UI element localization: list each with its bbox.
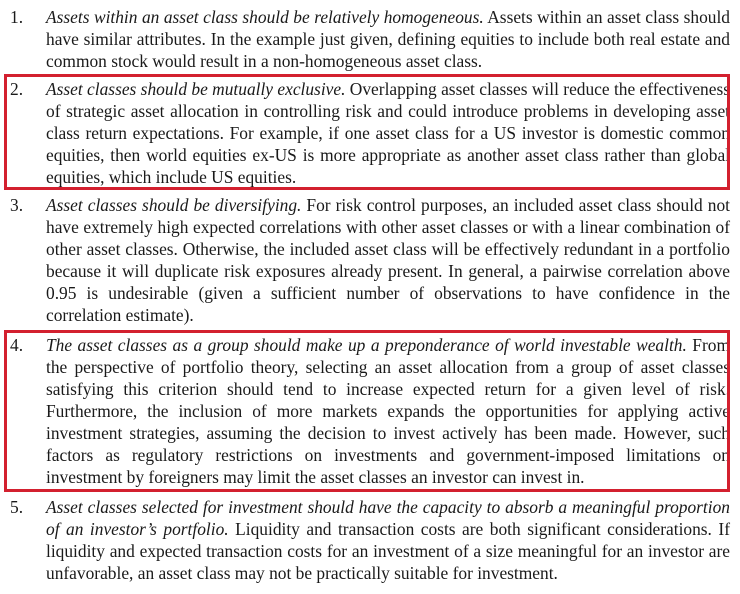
item-number: 4. — [10, 335, 24, 355]
item-body: From the perspective of portfolio theory, selecting an asset allocation from a group of asset classes satisfying this criterion should tend to increase expected return for a given level of risk. Furthermore, the inclusion of more markets expands the opportunities for applying active investment strategies, assuming the decision to invest actively has been made. However, such factors as regulatory restrictions on investments and government-imposed limitations on investment by foreigners may limit the asset classes an investor can invest in. — [46, 335, 730, 487]
item-body: Overlapping asset classes will reduce the effectiveness of strategic asset allocation in controlling risk and could introduce problems in developing asset class return expectations. For example, if one asset class for a US investor is domestic common equities, then world equities ex-US is more appropriate as another asset class rather than global equities, which include US equities. — [46, 79, 731, 187]
item-number: 1. — [10, 7, 24, 27]
item-text — [46, 194, 730, 326]
item-lead: Assets within an asset class should be relatively homogeneous. — [46, 7, 484, 27]
item-text — [46, 496, 730, 584]
item-lead: Asset classes should be diversifying. — [46, 195, 302, 215]
list-item-1 — [10, 6, 730, 71]
item-body: Assets within an asset class should have similar attributes. In the example just given, defining equities to include both real estate and common stock would result in a non-homogeneous asset class. — [46, 7, 730, 71]
highlight-box-item-2 — [4, 74, 730, 190]
item-lead: Asset classes should be mutually exclusive. — [46, 79, 346, 99]
item-number: 3. — [10, 195, 24, 215]
item-lead: The asset classes as a group should make up a preponderance of world investable wealth. — [46, 335, 687, 355]
item-lead: Asset classes selected for investment should have the capacity to absorb a meaningful proportion of an investor’s portfolio. — [46, 497, 730, 539]
list-item-5 — [10, 496, 730, 586]
item-text — [46, 6, 730, 72]
item-body: For risk control purposes, an included asset class should not have extremely high expected correlations with other asset classes or with a linear combination of other asset classes. Otherwise, the included asset class will be effectively redundant in a portfolio because it will duplicate risk exposures already present. In general, a pairwise correlation above 0.95 is undesirable (given a sufficient number of observations to have confidence in the correlation estimate). — [46, 195, 730, 325]
item-body: Liquidity and transaction costs are both significant considerations. If liquidity and expected transaction costs for an investment of a size meaningful for an investor are unfavorable, an asset class may not be practically suitable for investment. — [46, 519, 730, 583]
item-number: 5. — [10, 497, 24, 517]
list-item-3 — [10, 194, 730, 326]
item-number: 2. — [10, 79, 24, 99]
highlight-box-item-4 — [4, 330, 730, 492]
